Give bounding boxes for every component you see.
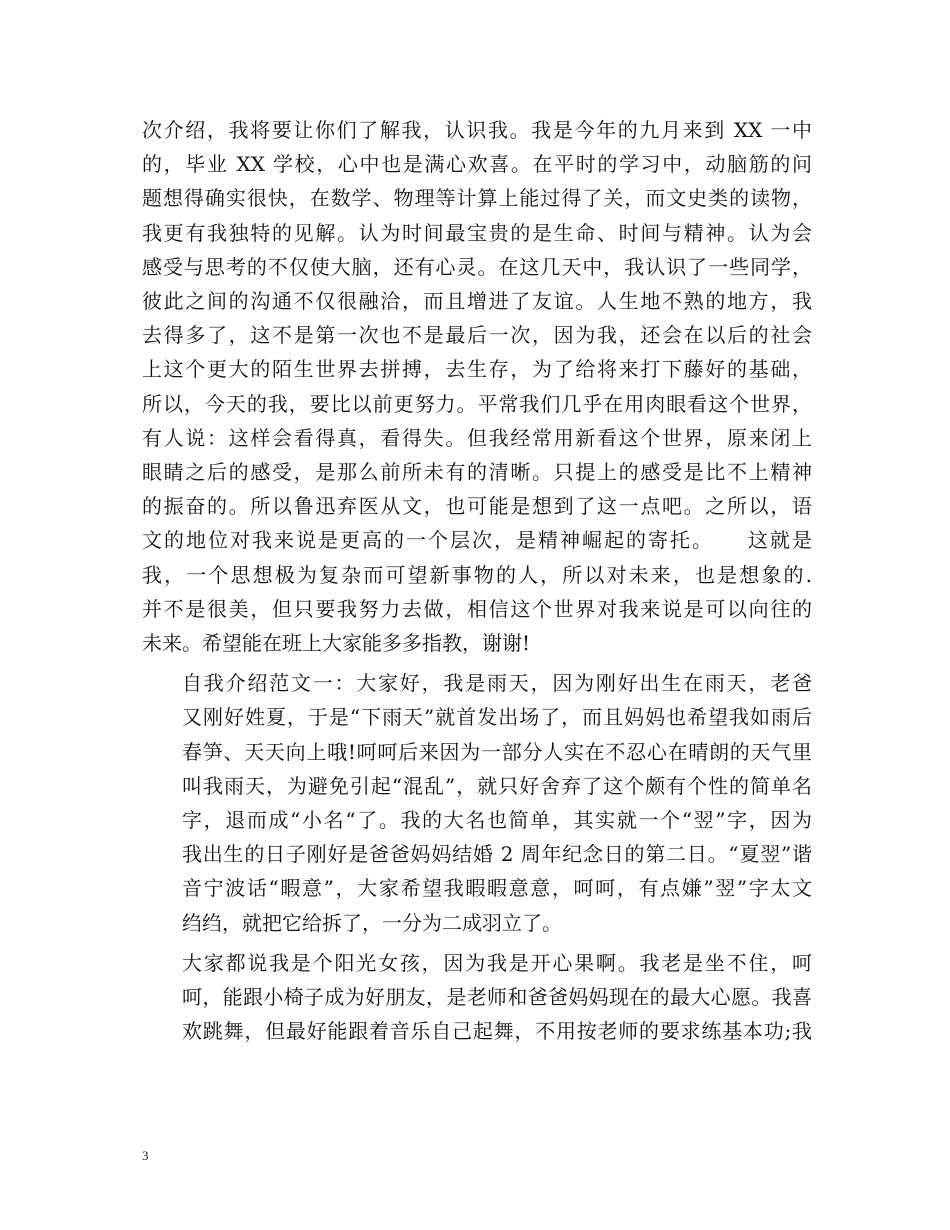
text-line: 字，退而成“小名“了。我的大名也简单，其实就一个“翌”字，因为 (182, 808, 812, 833)
text-line: 大家都说我是个阳光女孩，因为我是开心果啊。我老是坐不住，呵 (182, 950, 812, 975)
text-line: 绉绉，就把它给拆了，一分为二成羽立了。 (182, 910, 562, 935)
text-line: 的振奋的。所以鲁迅弃医从文，也可能是想到了这一点吧。之所以，语 (142, 494, 812, 519)
text-line: 上这个更大的陌生世界去拼搏，去生存，为了给将来打下藤好的基础， (142, 357, 812, 382)
text-line: 未来。希望能在班上大家能多多指教，谢谢! (142, 631, 531, 656)
text-line: 又刚好姓夏，于是“下雨天”就首发出场了，而且妈妈也希望我如雨后 (182, 705, 812, 730)
page-number: 3 (142, 1148, 149, 1163)
text-line: 我，一个思想极为复杂而可望新事物的人，所以对未来，也是想象的. (142, 562, 812, 587)
text-line: 眼睛之后的感受，是那么前所未有的清晰。只提上的感受是比不上精神 (142, 460, 812, 485)
text-line: 次介绍，我将要让你们了解我，认识我。我是今年的九月来到 XX 一中 (142, 118, 812, 142)
text-line: 叫我雨天，为避免引起“混乱”，就只好舍弃了这个颇有个性的简单名 (182, 773, 812, 798)
paragraph-3 (142, 946, 812, 1049)
text-line: 去得多了，这不是第一次也不是最后一次，因为我，还会在以后的社会 (142, 323, 812, 348)
text-line: 并不是很美，但只要我努力去做，相信这个世界对我来说是可以向往的 (142, 596, 812, 621)
text-line: 感受与思考的不仅使大脑，还有心灵。在这几天中，我认识了一些同学， (142, 254, 812, 279)
text-line: 彼此之间的沟通不仅很融洽，而且增进了友谊。人生地不熟的地方，我 (142, 289, 812, 314)
text-line: 自我介绍范文一：大家好，我是雨天，因为刚好出生在雨天，老爸 (182, 671, 812, 696)
paragraph-1 (142, 113, 812, 660)
text-line: 我出生的日子刚好是爸爸妈妈结婚 2 周年纪念日的第二日。“夏翌”谐 (182, 842, 812, 867)
text-line: 欢跳舞，但最好能跟着音乐自己起舞，不用按老师的要求练基本功;我 (182, 1019, 812, 1044)
text-line: 我更有我独特的见解。认为时间最宝贵的是生命、时间与精神。认为会 (142, 220, 812, 245)
paragraph-2 (142, 666, 812, 940)
text-line: 题想得确实很快，在数学、物理等计算上能过得了关，而文史类的读物， (142, 186, 812, 211)
text-line: 呵，能跟小椅子成为好朋友，是老师和爸爸妈妈现在的最大心愿。我喜 (182, 985, 812, 1010)
text-line: 的，毕业 XX 学校，心中也是满心欢喜。在平时的学习中，动脑筋的问 (142, 152, 812, 177)
text-line: 有人说：这样会看得真，看得失。但我经常用新看这个世界，原来闭上 (142, 425, 812, 450)
text-line: 春笋、天天向上哦!呵呵后来因为一部分人实在不忍心在晴朗的天气里 (182, 739, 812, 764)
text-line: 所以，今天的我，要比以前更努力。平常我们几乎在用肉眼看这个世界， (142, 391, 812, 416)
document-body (142, 113, 812, 1048)
text-line: 音宁波话“暇意”，大家希望我暇暇意意，呵呵，有点嫌”翌”字太文 (182, 876, 812, 901)
text-line: 文的地位对我来说是更高的一个层次，是精神崛起的寄托。 这就是 (142, 528, 812, 553)
